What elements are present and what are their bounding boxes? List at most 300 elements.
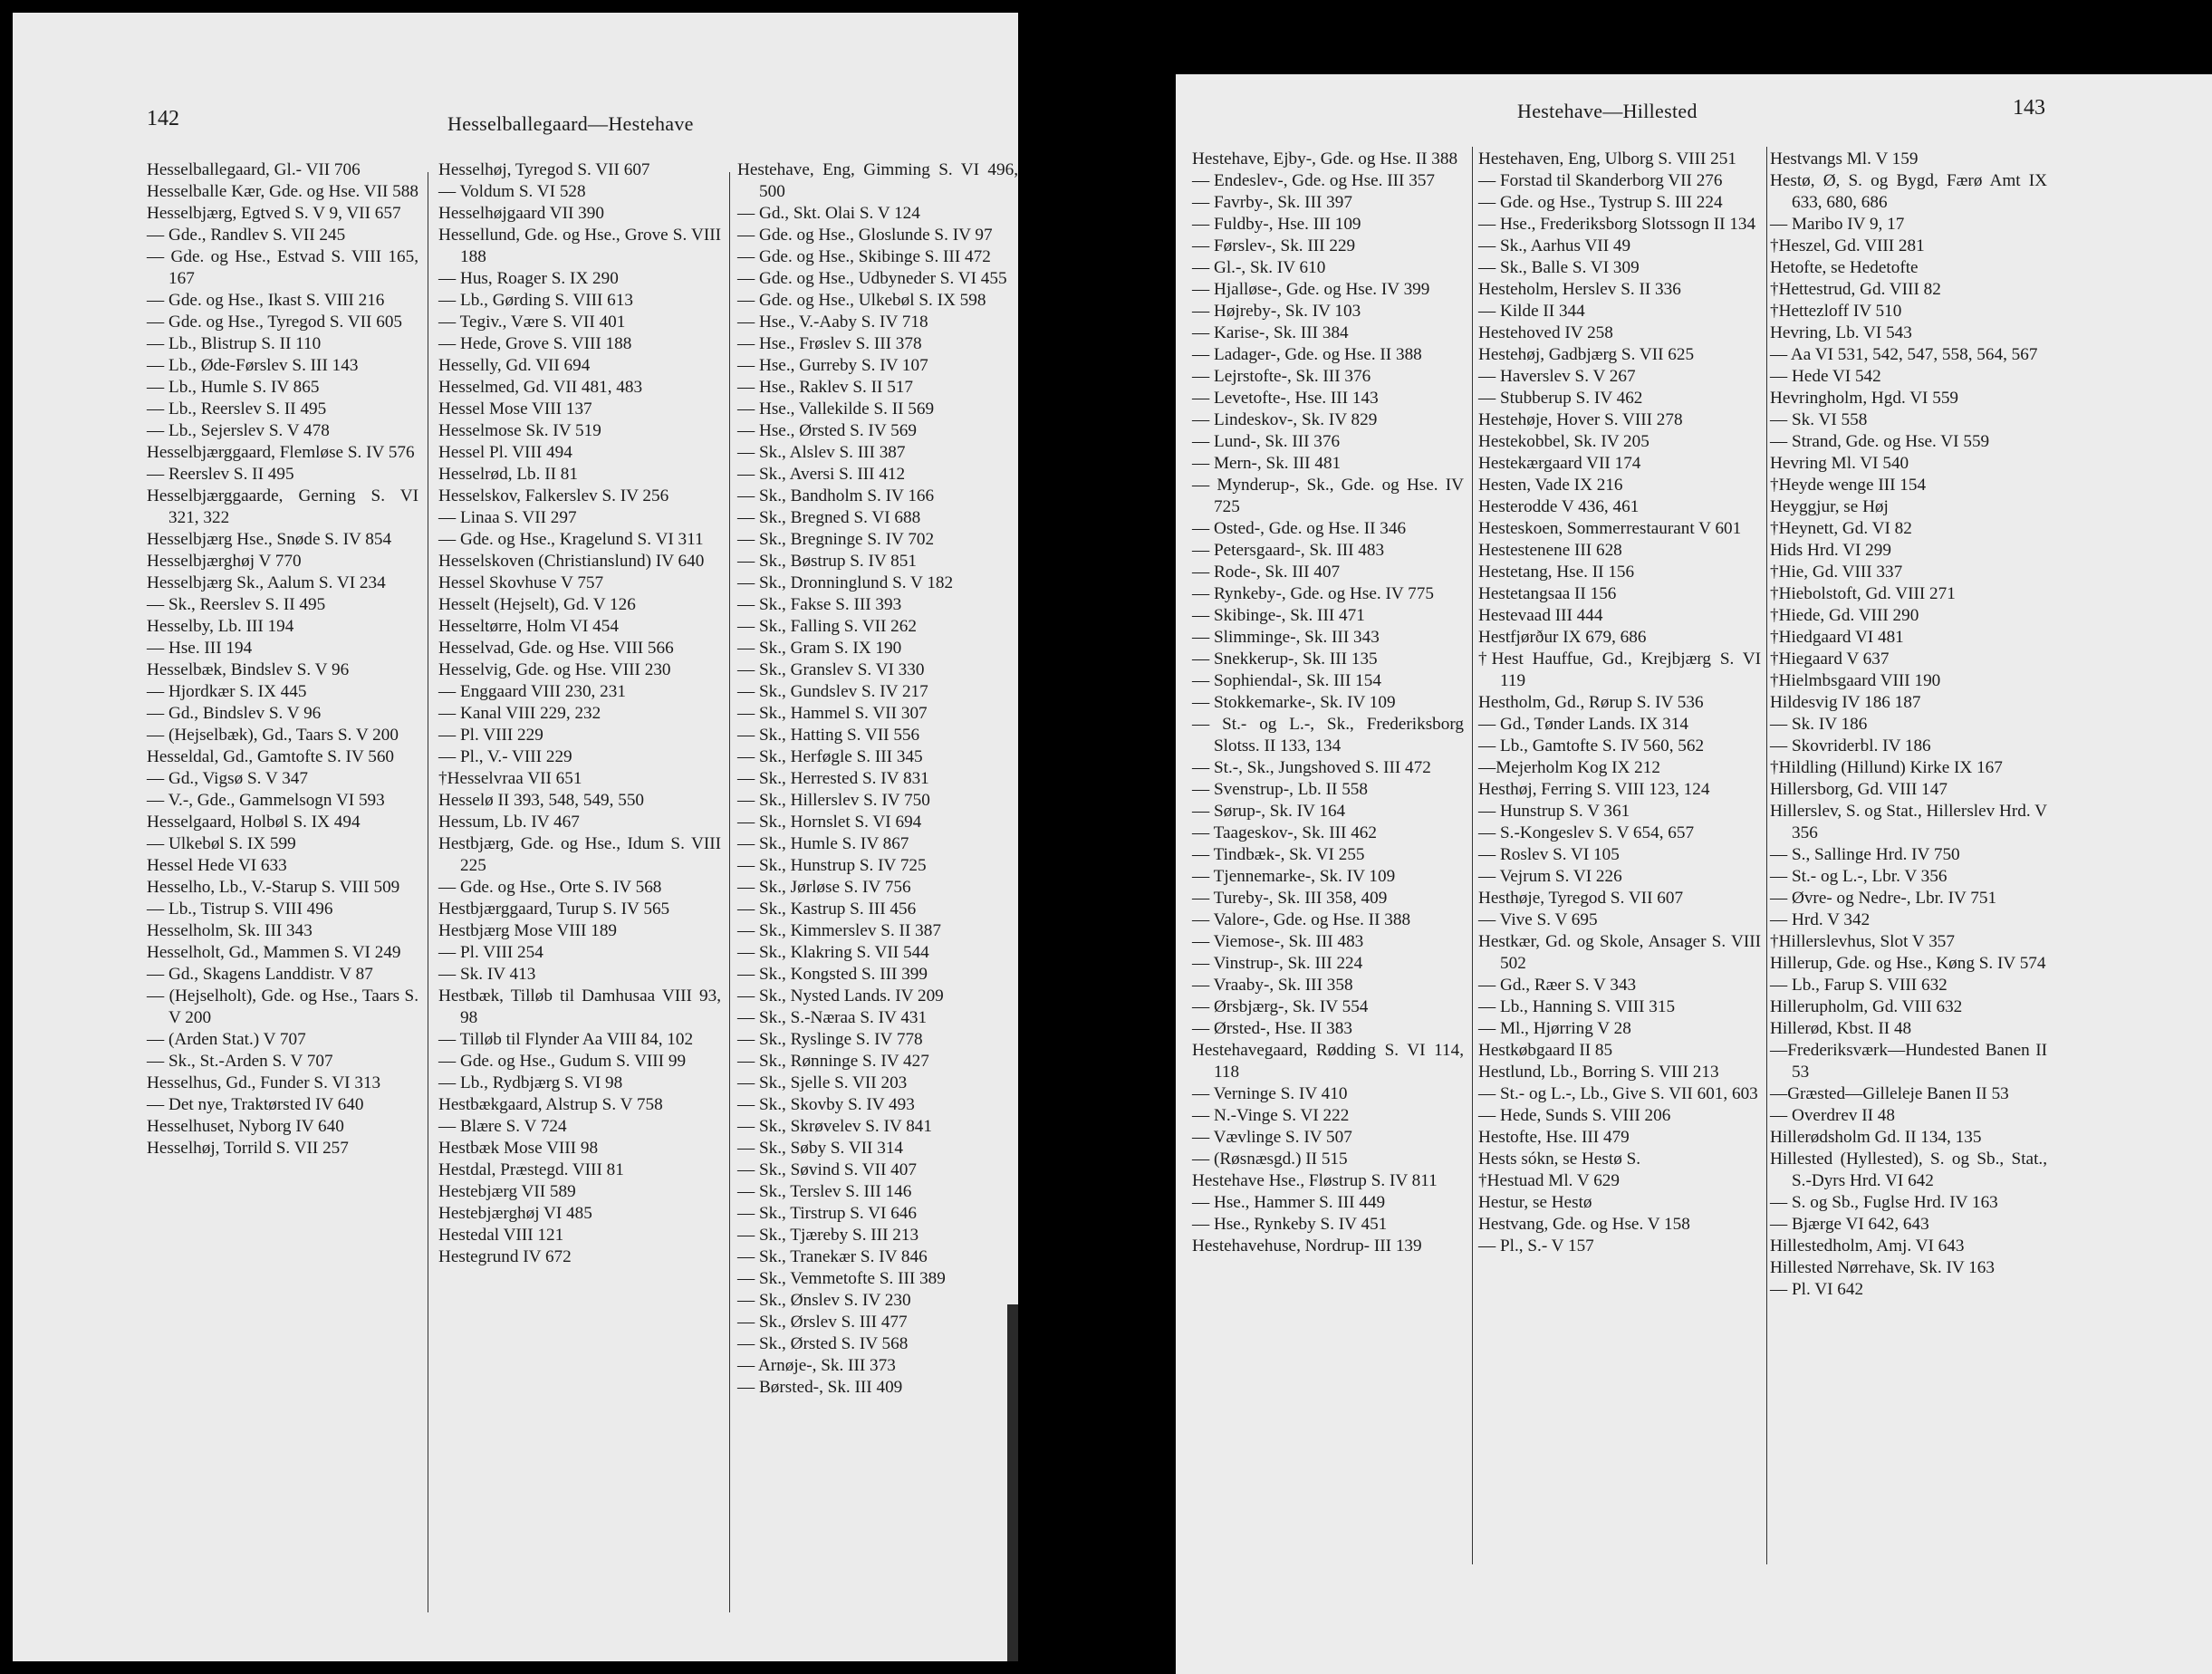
index-entry: — Sk., Hatting S. VII 556 (737, 726, 920, 745)
index-entry: — Gde. og Hse., Ikast S. VIII 216 (147, 291, 385, 310)
index-entry: Hesselvig, Gde. og Hse. VIII 230 (438, 660, 671, 679)
index-column-right-2 (1478, 149, 1761, 1257)
index-entry: — Hunstrup S. V 361 (1478, 802, 1630, 821)
index-entry: Hestdal, Præstegd. VIII 81 (438, 1160, 624, 1179)
index-column-left-3 (737, 159, 1018, 1399)
index-entry: — Sk., Alslev S. III 387 (737, 443, 906, 462)
index-entry: Hillestedholm, Amj. VI 643 (1770, 1236, 1965, 1256)
index-entry: — Det nye, Traktørsted IV 640 (147, 1095, 364, 1114)
index-entry: Hevringholm, Hgd. VI 559 (1770, 389, 1959, 408)
index-entry: Hesselbjærggaarde, Gerning S. VI 321, 322 (147, 486, 418, 527)
index-entry: — Ladager-, Gde. og Hse. II 388 (1192, 345, 1422, 364)
index-entry: Hesselhøjgaard VII 390 (438, 204, 604, 223)
index-entry: — Sk., Ryslinge S. IV 778 (737, 1030, 923, 1049)
index-entry: — Tjennemarke-, Sk. IV 109 (1192, 867, 1396, 886)
index-entry: Hestebjærg VII 589 (438, 1182, 576, 1201)
index-entry: Hesselmose Sk. IV 519 (438, 421, 601, 440)
index-entry: — Sk., Klakring S. VII 544 (737, 943, 929, 962)
index-entry: — Hse., Vallekilde S. II 569 (737, 399, 935, 418)
index-entry: — Endeslev-, Gde. og Hse. III 357 (1192, 171, 1436, 190)
index-entry: — Hjalløse-, Gde. og Hse. IV 399 (1192, 280, 1430, 299)
index-entry: Hesselhøj, Tyregod S. VII 607 (438, 160, 650, 179)
index-entry: Hillerupholm, Gd. VIII 632 (1770, 997, 1963, 1016)
index-entry: — Sk., Skrøvelev S. IV 841 (737, 1117, 932, 1136)
index-entry: — (Hejselbæk), Gd., Taars S. V 200 (147, 726, 399, 745)
index-entry: Hestehave, Ejby-, Gde. og Hse. II 388 (1192, 149, 1458, 168)
index-entry: Hesselbjærg Hse., Snøde S. IV 854 (147, 530, 392, 549)
index-entry: — Pl. VIII 229 (438, 726, 543, 745)
index-entry: †Hiegaard V 637 (1770, 649, 1890, 669)
index-entry: — Hede VI 542 (1770, 367, 1881, 386)
index-entry: — Gde. og Hse., Ulkebøl S. IX 598 (737, 291, 986, 310)
index-entry: — Skovriderbl. IV 186 (1770, 736, 1931, 755)
index-entry: — Fuldby-, Hse. III 109 (1192, 215, 1361, 234)
index-entry: — Hede, Grove S. VIII 188 (438, 334, 632, 353)
index-entry: — Ulkebøl S. IX 599 (147, 834, 296, 853)
index-entry: — Tegiv., Være S. VII 401 (438, 313, 626, 332)
index-entry: Hesselballegaard, Gl.- VII 706 (147, 160, 361, 179)
index-entry: Hids Hrd. VI 299 (1770, 541, 1891, 560)
index-entry: Hillerup, Gde. og Hse., Køng S. IV 574 (1770, 954, 2046, 973)
index-column-right-1 (1192, 149, 1464, 1257)
index-entry: — Lund-, Sk. III 376 (1192, 432, 1341, 451)
index-entry: †Heszel, Gd. VIII 281 (1770, 236, 1925, 255)
index-entry: — Sk., Kimmerslev S. II 387 (737, 921, 941, 940)
index-entry: — Førslev-, Sk. III 229 (1192, 236, 1356, 255)
index-entry: — Lb., Blistrup S. II 110 (147, 334, 322, 353)
index-entry: —Frederiksværk—Hundested Banen II 53 (1770, 1041, 2047, 1082)
index-entry: †Hettestrud, Gd. VIII 82 (1770, 280, 1941, 299)
index-entry: Hesselbæk, Bindslev S. V 96 (147, 660, 350, 679)
index-entry: Hesselballe Kær, Gde. og Hse. VII 588 (147, 182, 418, 201)
index-entry: Hesseltørre, Holm VI 454 (438, 617, 619, 636)
index-entry: †Hiedgaard VI 481 (1770, 628, 1904, 647)
index-entry: Hesselbjærggaard, Flemløse S. IV 576 (147, 443, 415, 462)
index-entry: †Heyde wenge III 154 (1770, 476, 1927, 495)
index-entry: Hestetang, Hse. II 156 (1478, 563, 1635, 582)
index-entry: Hestfjørður IX 679, 686 (1478, 628, 1647, 647)
index-entry: — Sk., St.-Arden S. V 707 (147, 1052, 333, 1071)
index-entry: — Favrby-, Sk. III 397 (1192, 193, 1352, 212)
index-entry: — Gd., Vigsø S. V 347 (147, 769, 308, 788)
index-entry: Hesterodde V 436, 461 (1478, 497, 1640, 516)
index-entry: Hestehaven, Eng, Ulborg S. VIII 251 (1478, 149, 1736, 168)
index-entry: — Vævlinge S. IV 507 (1192, 1128, 1352, 1147)
index-entry: — Sørup-, Sk. IV 164 (1192, 802, 1346, 821)
index-entry: Hesselvad, Gde. og Hse. VIII 566 (438, 639, 674, 658)
index-entry: †Hiebolstoft, Gd. VIII 271 (1770, 584, 1956, 603)
index-entry: Hessel Hede VI 633 (147, 856, 287, 875)
index-entry: — Overdrev II 48 (1770, 1106, 1895, 1125)
index-entry: — Hse., Rynkeby S. IV 451 (1192, 1215, 1388, 1234)
index-column-left-2 (438, 159, 721, 1268)
index-entry: Hevring Ml. VI 540 (1770, 454, 1909, 473)
running-head-left: Hesselballegaard—Hestehave (447, 112, 694, 135)
index-entry: — Lb., Sejerslev S. V 478 (147, 421, 330, 440)
index-entry: Hetofte, se Hedetofte (1770, 258, 1919, 277)
index-entry: †Hesselvraa VII 651 (438, 769, 582, 788)
index-entry: Hesteskoen, Sommerrestaurant V 601 (1478, 519, 1742, 538)
index-entry: — Pl., V.- VIII 229 (438, 747, 572, 766)
index-entry: — Levetofte-, Hse. III 143 (1192, 389, 1379, 408)
index-entry: †Hildling (Hillund) Kirke IX 167 (1770, 758, 2003, 777)
index-entry: Hestetangsaa II 156 (1478, 584, 1617, 603)
index-entry: — Sk., Ørslev S. III 477 (737, 1313, 908, 1332)
index-entry: Hestkær, Gd. og Skole, Ansager S. VIII 502 (1478, 932, 1761, 973)
index-entry: — Sk., Bøstrup S. IV 851 (737, 552, 917, 571)
right-page (1176, 74, 2212, 1674)
index-entry: — Gde. og Hse., Gudum S. VIII 99 (438, 1052, 687, 1071)
index-entry: — Taageskov-, Sk. III 462 (1192, 823, 1377, 842)
index-entry: — Sk., Hammel S. VII 307 (737, 704, 928, 723)
index-entry: Hestedal VIII 121 (438, 1226, 564, 1245)
index-entry: — Karise-, Sk. III 384 (1192, 323, 1349, 342)
index-entry: — Sk., Søby S. VII 314 (737, 1139, 904, 1158)
index-entry: — Sk., Gundslev S. IV 217 (737, 682, 928, 701)
index-entry: Hestehøje, Hover S. VIII 278 (1478, 410, 1683, 429)
index-entry: — Gd., Ræer S. V 343 (1478, 976, 1637, 995)
index-entry: Hesselgaard, Holbøl S. IX 494 (147, 813, 361, 832)
index-entry: Hessel Mose VIII 137 (438, 399, 592, 418)
index-entry: Hestevaad III 444 (1478, 606, 1603, 625)
index-entry: — Gde. og Hse., Orte S. IV 568 (438, 878, 662, 897)
index-entry: Hestholm, Gd., Rørup S. IV 536 (1478, 693, 1704, 712)
column-rule (1766, 147, 1767, 1564)
index-entry: — Vraaby-, Sk. III 358 (1192, 976, 1353, 995)
index-entry: — Gd., Tønder Lands. IX 314 (1478, 715, 1688, 734)
index-entry: Hestehave, Eng, Gimming S. VI 496, 500 (737, 160, 1018, 201)
index-entry: — Hede, Sunds S. VIII 206 (1478, 1106, 1671, 1125)
index-entry: — Blære S. V 724 (438, 1117, 567, 1136)
index-entry: — Sk., Tranekær S. IV 846 (737, 1247, 928, 1266)
index-entry: — Sk., Aarhus VII 49 (1478, 236, 1631, 255)
index-entry: — Forstad til Skanderborg VII 276 (1478, 171, 1723, 190)
index-entry: — Lb., Humle S. IV 865 (147, 378, 320, 397)
index-entry: Hesselhuset, Nyborg IV 640 (147, 1117, 344, 1136)
index-entry: — Sk., Ønslev S. IV 230 (737, 1291, 911, 1310)
index-entry: — Sk., Nysted Lands. IV 209 (737, 986, 944, 1005)
index-entry: — Lb., Gamtofte S. IV 560, 562 (1478, 736, 1705, 755)
index-column-left-1 (147, 159, 418, 1159)
index-entry: Hestbjærg Mose VIII 189 (438, 921, 618, 940)
index-entry: — Gde. og Hse., Kragelund S. VI 311 (438, 530, 704, 549)
index-entry: — Gd., Skagens Landdistr. V 87 (147, 965, 373, 984)
index-entry: — Ørsted-, Hse. II 383 (1192, 1019, 1352, 1038)
index-entry: — Sk., Bandholm S. IV 166 (737, 486, 935, 505)
index-entry: Hesselby, Lb. III 194 (147, 617, 294, 636)
index-entry: — Skibinge-, Sk. III 471 (1192, 606, 1365, 625)
index-entry: — Sk., Balle S. VI 309 (1478, 258, 1640, 277)
index-entry: Hestlund, Lb., Borring S. VIII 213 (1478, 1063, 1719, 1082)
index-entry: — Pl., S.- V 157 (1478, 1236, 1594, 1256)
index-entry: — Hse., Frøslev S. III 378 (737, 334, 922, 353)
index-entry: — Sk. IV 413 (438, 965, 536, 984)
index-entry: — (Arden Stat.) V 707 (147, 1030, 306, 1049)
index-entry: †Hest Hauffue, Gd., Krejbjærg S. VI 119 (1478, 649, 1761, 690)
index-entry: Hests sókn, se Hestø S. (1478, 1150, 1641, 1169)
index-entry: — S.-Kongeslev S. V 654, 657 (1478, 823, 1695, 842)
index-entry: — Kanal VIII 229, 232 (438, 704, 601, 723)
index-entry: — Tilløb til Flynder Aa VIII 84, 102 (438, 1030, 694, 1049)
index-entry: Hesten, Vade IX 216 (1478, 476, 1623, 495)
index-entry: — Sk., Reerslev S. II 495 (147, 595, 326, 614)
index-entry: — Vinstrup-, Sk. III 224 (1192, 954, 1363, 973)
index-entry: — Gde. og Hse., Skibinge S. III 472 (737, 247, 991, 266)
index-entry: Hesthøje, Tyregod S. VII 607 (1478, 889, 1684, 908)
index-entry: — Sk., Bregninge S. IV 702 (737, 530, 935, 549)
index-entry: Hestebjærghøj VI 485 (438, 1204, 592, 1223)
index-entry: — Enggaard VIII 230, 231 (438, 682, 626, 701)
index-entry: — Lb., Gørding S. VIII 613 (438, 291, 633, 310)
index-entry: — S., Sallinge Hrd. IV 750 (1770, 845, 1960, 864)
index-entry: — Sk., Ørsted S. IV 568 (737, 1334, 909, 1353)
index-entry: †Heynett, Gd. VI 82 (1770, 519, 1912, 538)
index-entry: — Hjordkær S. IX 445 (147, 682, 307, 701)
index-entry: — Lejrstofte-, Sk. III 376 (1192, 367, 1371, 386)
page-number-left: 142 (147, 107, 179, 130)
index-entry: — Sk., Tirstrup S. VI 646 (737, 1204, 917, 1223)
index-entry: Hessel Pl. VIII 494 (438, 443, 572, 462)
index-entry: Hesselly, Gd. VII 694 (438, 356, 591, 375)
index-entry: — Aa VI 531, 542, 547, 558, 564, 567 (1770, 345, 2038, 364)
index-entry: — Ørsbjærg-, Sk. IV 554 (1192, 997, 1369, 1016)
index-entry: — Sk., Falling S. VII 262 (737, 617, 917, 636)
index-entry: Hessel Skovhuse V 757 (438, 573, 604, 592)
index-entry: Hestehavegaard, Rødding S. VI 114, 118 (1192, 1041, 1464, 1082)
index-entry: Hillested Nørrehave, Sk. IV 163 (1770, 1258, 1995, 1277)
index-entry: — Sk., Kongsted S. III 399 (737, 965, 928, 984)
index-entry: Hestbjærg, Gde. og Hse., Idum S. VIII 225 (438, 834, 721, 875)
index-entry: — Ml., Hjørring V 28 (1478, 1019, 1631, 1038)
index-entry: — Lb., Farup S. VIII 632 (1770, 976, 1948, 995)
index-entry: Hestbækgaard, Alstrup S. V 758 (438, 1095, 663, 1114)
index-entry: — Lb., Reerslev S. II 495 (147, 399, 327, 418)
index-entry: Hillersborg, Gd. VIII 147 (1770, 780, 1948, 799)
index-entry: — Hse., Gurreby S. IV 107 (737, 356, 928, 375)
index-entry: — Mynderup-, Sk., Gde. og Hse. IV 725 (1192, 476, 1464, 516)
index-entry: Hillerødsholm Gd. II 134, 135 (1770, 1128, 1982, 1147)
index-entry: Hessellund, Gde. og Hse., Grove S. VIII 188 (438, 226, 721, 266)
index-entry: Hestehøj, Gadbjærg S. VII 625 (1478, 345, 1695, 364)
index-entry: — Hse. III 194 (147, 639, 253, 658)
index-entry: — Børsted-, Sk. III 409 (737, 1378, 903, 1397)
index-entry: — Lb., Rydbjærg S. VI 98 (438, 1073, 623, 1092)
index-entry: Hevring, Lb. VI 543 (1770, 323, 1912, 342)
index-entry: — Hse., Raklev S. II 517 (737, 378, 913, 397)
index-entry: Hesselmed, Gd. VII 481, 483 (438, 378, 643, 397)
index-entry: — Sk., Tjæreby S. III 213 (737, 1226, 919, 1245)
index-entry: — Sk., Bregned S. VI 688 (737, 508, 921, 527)
index-entry: — Osted-, Gde. og Hse. II 346 (1192, 519, 1407, 538)
index-entry: — S. og Sb., Fuglse Hrd. IV 163 (1770, 1193, 1998, 1212)
index-entry: — Gd., Skt. Olai S. V 124 (737, 204, 920, 223)
index-entry: — Tindbæk-, Sk. VI 255 (1192, 845, 1365, 864)
index-entry: Hesselholt, Gd., Mammen S. VI 249 (147, 943, 401, 962)
index-entry: — Lb., Tistrup S. VIII 496 (147, 900, 333, 919)
index-entry: — Gde. og Hse., Tystrup S. III 224 (1478, 193, 1723, 212)
index-entry: — Sk., Hillerslev S. IV 750 (737, 791, 930, 810)
index-entry: — Sk., Terslev S. III 146 (737, 1182, 912, 1201)
index-entry: — St.- og L.-, Lb., Give S. VII 601, 603 (1478, 1084, 1758, 1103)
index-entry: Hestehave Hse., Fløstrup S. IV 811 (1192, 1171, 1438, 1190)
index-entry: — Verninge S. IV 410 (1192, 1084, 1348, 1103)
index-entry: —Mejerholm Kog IX 212 (1478, 758, 1660, 777)
index-entry: — Hse., V.-Aaby S. IV 718 (737, 313, 928, 332)
index-entry: Hillested (Hyllested), S. og Sb., Stat., S.-Dyrs Hrd. VI 642 (1770, 1150, 2047, 1190)
index-entry: — Sk., Kastrup S. III 456 (737, 900, 917, 919)
index-column-right-3 (1770, 149, 2047, 1301)
index-entry: — Valore-, Gde. og Hse. II 388 (1192, 910, 1411, 929)
index-entry: Hesselt (Hejselt), Gd. V 126 (438, 595, 636, 614)
index-entry: Hestbæk, Tilløb til Damhusaa VIII 93, 98 (438, 986, 721, 1027)
index-entry: Hesseldal, Gd., Gamtofte S. IV 560 (147, 747, 395, 766)
index-entry: Hestehoved IV 258 (1478, 323, 1613, 342)
index-entry: — Svenstrup-, Lb. II 558 (1192, 780, 1368, 799)
index-entry: — Gde., Randlev S. VII 245 (147, 226, 346, 245)
index-entry: Hesselbjærghøj V 770 (147, 552, 302, 571)
index-entry: Hestofte, Hse. III 479 (1478, 1128, 1630, 1147)
index-entry: Hestbjærggaard, Turup S. IV 565 (438, 900, 670, 919)
index-entry: Hestvangs Ml. V 159 (1770, 149, 1919, 168)
index-entry: — Gde. og Hse., Udbyneder S. VI 455 (737, 269, 1007, 288)
index-entry: — Linaa S. VII 297 (438, 508, 577, 527)
index-entry: — Sk., S.-Næraa S. IV 431 (737, 1008, 928, 1027)
index-entry: †Hie, Gd. VIII 337 (1770, 563, 1903, 582)
index-entry: Hesselbjærg, Egtved S. V 9, VII 657 (147, 204, 401, 223)
index-entry: — Sk., Vemmetofte S. III 389 (737, 1269, 946, 1288)
index-entry: — Lb., Hanning S. VIII 315 (1478, 997, 1676, 1016)
index-entry: Hesselø II 393, 548, 549, 550 (438, 791, 645, 810)
index-entry: — Roslev S. VI 105 (1478, 845, 1620, 864)
index-entry: — Stokkemarke-, Sk. IV 109 (1192, 693, 1396, 712)
index-entry: — Sk., Herrested S. IV 831 (737, 769, 929, 788)
index-entry: — Mern-, Sk. III 481 (1192, 454, 1342, 473)
binding-shadow (1007, 1304, 1018, 1661)
index-entry: — Sk., Dronninglund S. V 182 (737, 573, 954, 592)
index-entry: Hestkøbgaard II 85 (1478, 1041, 1613, 1060)
index-entry: Heyggjur, se Høj (1770, 497, 1889, 516)
index-entry: — Hse., Frederiksborg Slotssogn II 134 (1478, 215, 1756, 234)
index-entry: †Hiede, Gd. VIII 290 (1770, 606, 1919, 625)
index-entry: Hildesvig IV 186 187 (1770, 693, 1921, 712)
index-entry: — Sk., Aversi S. III 412 (737, 465, 906, 484)
index-entry: — Hse., Hammer S. III 449 (1192, 1193, 1386, 1212)
index-entry: — Kilde II 344 (1478, 302, 1585, 321)
index-entry: — Sk., Sjelle S. VII 203 (737, 1073, 908, 1092)
index-entry: — Reerslev S. II 495 (147, 465, 294, 484)
index-entry: — Gde. og Hse., Gloslunde S. IV 97 (737, 226, 993, 245)
index-entry: Hesselbjærg Sk., Aalum S. VI 234 (147, 573, 386, 592)
index-entry: Hestestenene III 628 (1478, 541, 1622, 560)
index-entry: Hillerød, Kbst. II 48 (1770, 1019, 1912, 1038)
index-entry: — Højreby-, Sk. IV 103 (1192, 302, 1361, 321)
index-entry: Hesteholm, Herslev S. II 336 (1478, 280, 1681, 299)
index-entry: †Hettezloff IV 510 (1770, 302, 1902, 321)
index-entry: — Sk., Herføgle S. III 345 (737, 747, 923, 766)
index-entry: — Strand, Gde. og Hse. VI 559 (1770, 432, 1990, 451)
index-entry: Hesselskov, Falkerslev S. IV 256 (438, 486, 669, 505)
index-entry: — (Røsnæsgd.) II 515 (1192, 1150, 1348, 1169)
index-entry: — Sk. VI 558 (1770, 410, 1868, 429)
index-entry: — Gl.-, Sk. IV 610 (1192, 258, 1326, 277)
index-entry: — St.- og L.-, Lbr. V 356 (1770, 867, 1948, 886)
index-entry: — Vive S. V 695 (1478, 910, 1598, 929)
index-entry: — N.-Vinge S. VI 222 (1192, 1106, 1350, 1125)
index-entry: Hestekærgaard VII 174 (1478, 454, 1641, 473)
index-entry: — St.-, Sk., Jungshoved S. III 472 (1192, 758, 1431, 777)
index-entry: — Petersgaard-, Sk. III 483 (1192, 541, 1385, 560)
column-rule (1472, 147, 1473, 1564)
index-entry: — Rode-, Sk. III 407 (1192, 563, 1341, 582)
index-entry: — Hus, Roager S. IX 290 (438, 269, 619, 288)
index-entry: — Sk. IV 186 (1770, 715, 1868, 734)
index-entry: Hillerslev, S. og Stat., Hillerslev Hrd. V 356 (1770, 802, 2047, 842)
index-entry: — Sk., Søvind S. VII 407 (737, 1160, 917, 1179)
running-head-right: Hestehave—Hillested (1517, 100, 1697, 122)
index-entry: Hesselho, Lb., V.-Starup S. VIII 509 (147, 878, 400, 897)
index-entry: — Øvre- og Nedre-, Lbr. IV 751 (1770, 889, 1997, 908)
index-entry: —Græsted—Gilleleje Banen II 53 (1770, 1084, 2009, 1103)
index-entry: — Viemose-, Sk. III 483 (1192, 932, 1364, 951)
index-entry: Hestø, Ø, S. og Bygd, Færø Amt IX 633, 680, 686 (1770, 171, 2047, 212)
index-entry: — Sk., Fakse S. III 393 (737, 595, 902, 614)
index-entry: — Sk., Humle S. IV 867 (737, 834, 909, 853)
index-entry: — Gd., Bindslev S. V 96 (147, 704, 322, 723)
index-entry: Hessum, Lb. IV 467 (438, 813, 580, 832)
index-entry: †Hestuad Ml. V 629 (1478, 1171, 1620, 1190)
index-entry: Hestegrund IV 672 (438, 1247, 572, 1266)
index-entry: — Stubberup S. IV 462 (1478, 389, 1643, 408)
index-entry: Hestekobbel, Sk. IV 205 (1478, 432, 1649, 451)
index-entry: †Hillerslevhus, Slot V 357 (1770, 932, 1955, 951)
index-entry: — Pl. VI 642 (1770, 1280, 1864, 1299)
left-page (13, 13, 1018, 1661)
index-entry: — Slimminge-, Sk. III 343 (1192, 628, 1380, 647)
index-entry: — V.-, Gde., Gammelsogn VI 593 (147, 791, 385, 810)
index-entry: — Sk., Rønninge S. IV 427 (737, 1052, 929, 1071)
index-entry: — Sk., Hunstrup S. IV 725 (737, 856, 927, 875)
index-entry: — Lindeskov-, Sk. IV 829 (1192, 410, 1378, 429)
index-entry: Hesthøj, Ferring S. VIII 123, 124 (1478, 780, 1710, 799)
column-rule (729, 172, 730, 1612)
index-entry: — Voldum S. VI 528 (438, 182, 586, 201)
index-entry: — Sk., Jørløse S. IV 756 (737, 878, 911, 897)
index-entry: — Vejrum S. VI 226 (1478, 867, 1622, 886)
index-entry: — Lb., Øde-Førslev S. III 143 (147, 356, 359, 375)
index-entry: — Sk., Hornslet S. VI 694 (737, 813, 922, 832)
index-entry: — Hrd. V 342 (1770, 910, 1871, 929)
index-entry: — Snekkerup-, Sk. III 135 (1192, 649, 1378, 669)
index-entry: Hesselhøj, Torrild S. VII 257 (147, 1139, 349, 1158)
index-entry: Hesselhus, Gd., Funder S. VI 313 (147, 1073, 381, 1092)
index-entry: — Pl. VIII 254 (438, 943, 543, 962)
index-entry: — Bjærge VI 642, 643 (1770, 1215, 1929, 1234)
index-entry: — St.- og L.-, Sk., Frederiksborg Slotss. II 133, 134 (1192, 715, 1464, 755)
index-entry: †Hielmbsgaard VIII 190 (1770, 671, 1941, 690)
index-entry: Hesselskoven (Christianslund) IV 640 (438, 552, 705, 571)
index-entry: Hestbæk Mose VIII 98 (438, 1139, 599, 1158)
index-entry: Hesselrød, Lb. II 81 (438, 465, 578, 484)
page-number-right: 143 (2013, 96, 2045, 120)
index-entry: — Gde. og Hse., Estvad S. VIII 165, 167 (147, 247, 418, 288)
index-entry: — Sophiendal-, Sk. III 154 (1192, 671, 1381, 690)
index-entry: Hesselholm, Sk. III 343 (147, 921, 313, 940)
index-entry: — Maribo IV 9, 17 (1770, 215, 1905, 234)
index-entry: Hestvang, Gde. og Hse. V 158 (1478, 1215, 1690, 1234)
index-entry: — Sk., Granslev S. VI 330 (737, 660, 925, 679)
index-entry: — Sk., Skovby S. IV 493 (737, 1095, 915, 1114)
index-entry: — Tureby-, Sk. III 358, 409 (1192, 889, 1388, 908)
